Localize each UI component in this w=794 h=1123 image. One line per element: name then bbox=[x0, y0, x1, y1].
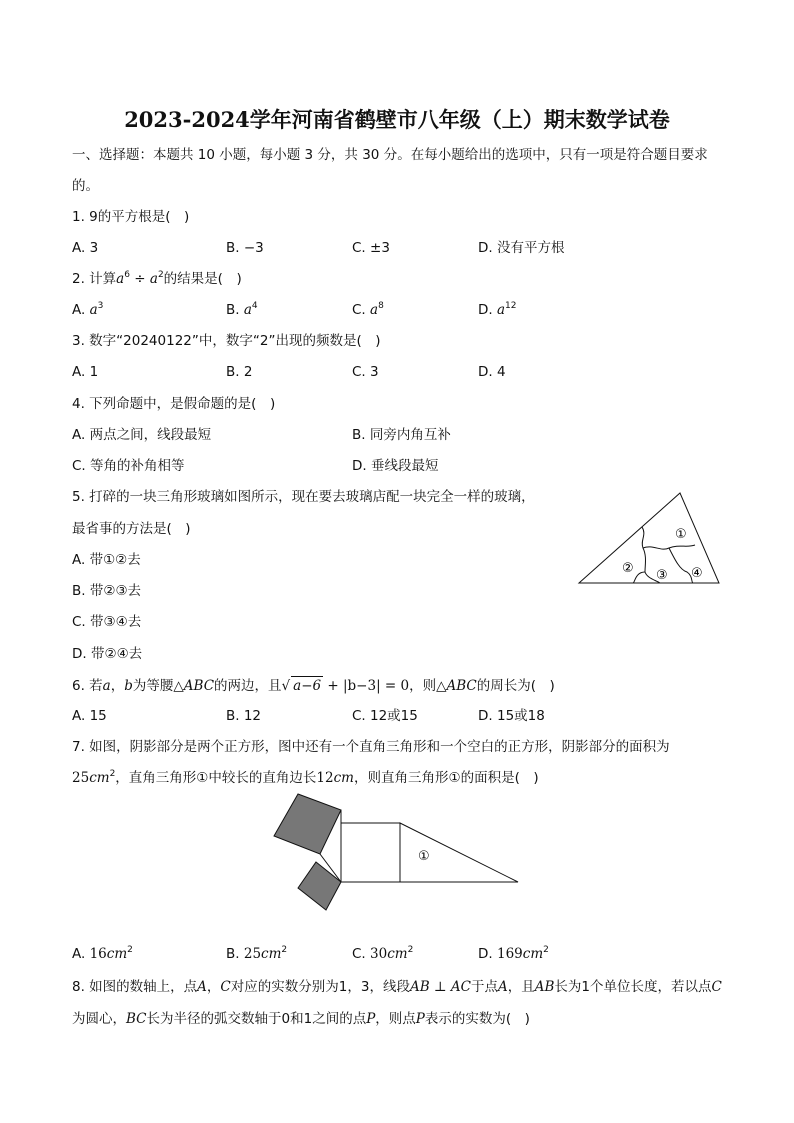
q5-option-b: B. 带②③去 bbox=[72, 583, 142, 599]
q2-stem bbox=[72, 270, 242, 288]
q2-option-c-var: a bbox=[370, 302, 379, 318]
q7-line2-mid: ，直角三角形①中较长的直角边长 bbox=[115, 770, 317, 786]
q2-option-b-letter: B. bbox=[226, 302, 244, 318]
q2-var-a2: a bbox=[149, 271, 158, 287]
piece-label-4: ④ bbox=[691, 566, 703, 581]
q6-abc-2: ABC bbox=[446, 678, 477, 694]
q1-option-a: A. 3 bbox=[72, 240, 99, 256]
blank-square bbox=[341, 823, 400, 882]
q1-option-c: C. ±3 bbox=[352, 240, 390, 256]
q7-option-a-value: 16 bbox=[89, 946, 107, 962]
q8-l1-mid2: 于点 bbox=[471, 979, 498, 995]
q2-option-a-var: a bbox=[89, 302, 98, 318]
q3-option-c: C. 3 bbox=[352, 364, 379, 380]
q8-point-a2: A bbox=[498, 979, 508, 995]
q6-abc-1: ABC bbox=[183, 678, 215, 694]
section-header-line2: 的。 bbox=[72, 178, 99, 194]
q2-div: ÷ bbox=[129, 271, 150, 287]
q2-option-d bbox=[478, 301, 517, 319]
q2-option-c-exp: 8 bbox=[378, 301, 384, 311]
q8-point-p2: P bbox=[415, 1011, 425, 1027]
q6-option-d: D. 15或18 bbox=[478, 708, 545, 724]
piece-label-1: ① bbox=[675, 527, 687, 542]
q4-option-a: A. 两点之间，线段最短 bbox=[72, 427, 212, 443]
q8-l2-end: 表示的实数为( ) bbox=[424, 1011, 530, 1027]
q4-option-d: D. 垂线段最短 bbox=[352, 458, 439, 474]
q6-mid2: 的两边，且 bbox=[214, 678, 282, 694]
shaded-square-small bbox=[298, 862, 341, 910]
q3-option-a: A. 1 bbox=[72, 364, 99, 380]
q4-option-b: B. 同旁内角互补 bbox=[352, 427, 451, 443]
q8-stem-line2 bbox=[72, 1010, 530, 1028]
page-title: 2023-2024学年河南省鹤壁市八年级（上）期末数学试卷 bbox=[124, 107, 670, 132]
q8-perp: ⊥ bbox=[429, 979, 451, 995]
q7-option-b-value: 25 bbox=[243, 946, 262, 962]
q7-option-b bbox=[226, 945, 287, 963]
q7-stem-line2 bbox=[72, 769, 539, 787]
q5-option-c: C. 带③④去 bbox=[72, 614, 142, 630]
q2-var-a: a bbox=[116, 271, 125, 287]
q7-line2-end: ，则直角三角形①的面积是( ) bbox=[353, 770, 539, 786]
squares-triangle-figure bbox=[268, 792, 528, 914]
q7-option-d-unit: cm bbox=[522, 946, 544, 962]
q7-option-c-letter: C. bbox=[352, 946, 371, 962]
q7-option-c-unit: cm bbox=[387, 946, 408, 962]
q6-comma: ， bbox=[110, 678, 125, 694]
q2-option-c-letter: C. bbox=[352, 302, 371, 318]
q6-mid: 为等腰△ bbox=[132, 678, 184, 694]
q7-option-d bbox=[478, 945, 549, 963]
q3-option-d: D. 4 bbox=[478, 364, 506, 380]
q5-stem-line1: 5. 打碎的一块三角形玻璃如图所示，现在要去玻璃店配一块完全一样的玻璃， bbox=[72, 489, 535, 505]
q6-stem-prefix: 6. 若 bbox=[72, 678, 103, 694]
q2-stem-prefix: 2. 计算 bbox=[72, 271, 117, 287]
q8-point-a: A bbox=[197, 979, 207, 995]
q8-point-c2: C bbox=[711, 979, 722, 995]
q8-l2-mid2: ，则点 bbox=[375, 1011, 416, 1027]
q1-stem: 1. 9的平方根是( ) bbox=[72, 209, 190, 225]
q6-option-c: C. 12或15 bbox=[352, 708, 418, 724]
q7-option-d-letter: D. bbox=[478, 946, 497, 962]
q5-stem-line2: 最省事的方法是( ) bbox=[72, 521, 191, 537]
q2-option-a-exp: 3 bbox=[97, 301, 104, 311]
q8-l2-mid: 长为半径的弧交数轴于0和1之间的点 bbox=[146, 1011, 367, 1027]
q7-option-a-letter: A. bbox=[72, 946, 90, 962]
q6-option-b: B. 12 bbox=[226, 708, 262, 724]
q7-area-unit: cm bbox=[89, 770, 110, 786]
q7-option-a-unit: cm bbox=[106, 946, 128, 962]
piece-label-2: ② bbox=[622, 561, 634, 576]
broken-glass-triangle-figure bbox=[575, 490, 725, 590]
section-header-line1: 一、选择题：本题共 10 小题，每小题 3 分，共 30 分。在每小题给出的选项中，只有一项是符合题目要求 bbox=[72, 147, 708, 163]
q1-option-d: D. 没有平方根 bbox=[478, 240, 565, 256]
q7-option-c bbox=[352, 945, 413, 963]
q6-stem bbox=[72, 676, 555, 695]
q3-option-b: B. 2 bbox=[226, 364, 253, 380]
q2-option-b-var: a bbox=[243, 302, 252, 318]
q7-length-unit: cm bbox=[333, 770, 354, 786]
q8-l1-mid3: ，且 bbox=[507, 979, 535, 995]
q7-option-d-exp: 2 bbox=[543, 945, 549, 955]
q7-option-c-value: 30 bbox=[370, 946, 388, 962]
q3-stem: 3. 数字“20240122”中，数字“2”出现的频数是( ) bbox=[72, 333, 381, 349]
q7-option-d-value: 169 bbox=[496, 946, 523, 962]
q6-var-a: a bbox=[102, 678, 111, 694]
q7-stem-line1: 7. 如图，阴影部分是两个正方形，图中还有一个直角三角形和一个空白的正方形，阴影部分的面积为 bbox=[72, 739, 670, 755]
q2-option-b bbox=[226, 301, 258, 319]
q8-l1-mid4: 长为1个单位长度，若以点 bbox=[554, 979, 712, 995]
q2-option-c bbox=[352, 301, 384, 319]
q8-sep: ， bbox=[206, 979, 221, 995]
q2-exp-6: 6 bbox=[124, 270, 130, 280]
q7-option-b-letter: B. bbox=[226, 946, 244, 962]
q8-point-c: C bbox=[220, 979, 231, 995]
q5-option-a: A. 带①②去 bbox=[72, 552, 141, 568]
q7-area-value: 25 bbox=[72, 770, 90, 786]
crack-line-3 bbox=[633, 572, 645, 583]
q5-option-d: D. 带②④去 bbox=[72, 646, 143, 662]
q7-area-exp: 2 bbox=[109, 769, 116, 779]
q2-option-d-var: a bbox=[496, 302, 506, 318]
q8-seg-ab: AB bbox=[409, 979, 430, 995]
q2-stem-suffix: 的结果是( ) bbox=[163, 271, 242, 287]
q8-seg-ac: AC bbox=[450, 979, 471, 995]
q8-l1-mid: 对应的实数分别为1，3，线段 bbox=[230, 979, 410, 995]
q6-rest: + |b−3| = 0，则△ bbox=[323, 678, 447, 694]
q7-option-b-unit: cm bbox=[261, 946, 282, 962]
q4-option-c: C. 等角的补角相等 bbox=[72, 458, 185, 474]
q8-seg-ab2: AB bbox=[534, 979, 555, 995]
piece-label-3: ③ bbox=[656, 568, 668, 583]
q6-radicand: a−6 bbox=[293, 678, 322, 694]
crack-line-4 bbox=[669, 548, 693, 583]
q7-length-value: 12 bbox=[316, 770, 334, 786]
q2-exp-2: 2 bbox=[157, 270, 164, 280]
q8-stem-line1 bbox=[72, 978, 722, 996]
q2-option-d-letter: D. bbox=[478, 302, 497, 318]
q6-var-b: b bbox=[124, 678, 133, 694]
triangle-label-1: ① bbox=[418, 849, 430, 864]
q2-option-a-letter: A. bbox=[72, 302, 90, 318]
q7-option-a-exp: 2 bbox=[127, 945, 133, 955]
shaded-square-large bbox=[274, 794, 341, 854]
q7-option-a bbox=[72, 945, 133, 963]
q1-option-b: B. −3 bbox=[226, 240, 264, 256]
q2-option-b-exp: 4 bbox=[251, 301, 258, 311]
q8-l1-prefix: 8. 如图的数轴上，点 bbox=[72, 979, 198, 995]
q4-stem: 4. 下列命题中，是假命题的是( ) bbox=[72, 396, 276, 412]
q6-sqrt-sign: √ bbox=[281, 678, 291, 694]
q6-stem-suffix: 的周长为( ) bbox=[476, 678, 555, 694]
q7-option-c-exp: 2 bbox=[407, 945, 414, 955]
q8-seg-bc: BC bbox=[126, 1011, 147, 1027]
q8-point-p: P bbox=[366, 1011, 376, 1027]
q2-option-a bbox=[72, 301, 103, 319]
q8-l2-prefix: 为圆心， bbox=[72, 1011, 126, 1027]
q2-option-d-exp: 12 bbox=[505, 301, 517, 311]
q7-option-b-exp: 2 bbox=[281, 945, 288, 955]
q6-option-a: A. 15 bbox=[72, 708, 107, 724]
